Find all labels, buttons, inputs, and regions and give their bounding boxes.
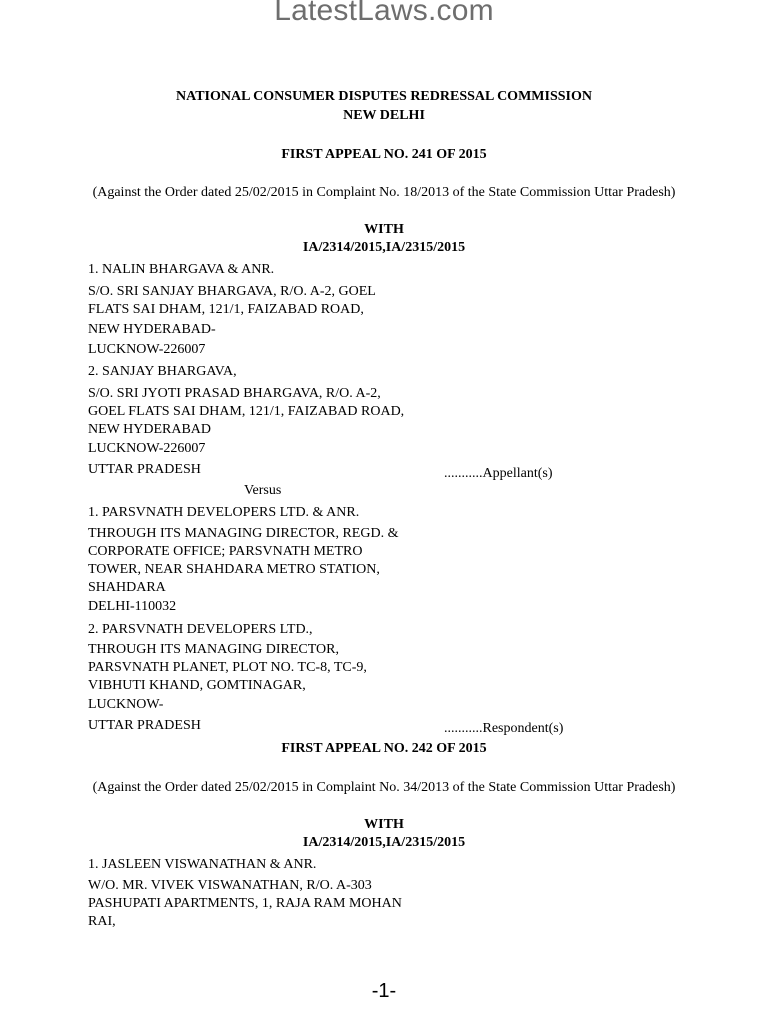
- appellant-label: ...........Appellant(s): [444, 466, 553, 481]
- page-number: -1-: [371, 980, 397, 1002]
- appeal-1-with: WITH: [364, 222, 404, 237]
- respondent-1-pin: DELHI-110032: [88, 599, 177, 614]
- appeal-1-ia: IA/2314/2015,IA/2315/2015: [302, 240, 466, 255]
- respondent-2-name: 2. PARSVNATH DEVELOPERS LTD.,: [88, 622, 313, 637]
- commission-name: NATIONAL CONSUMER DISPUTES REDRESSAL COMMISSION: [176, 89, 592, 104]
- watermark: LatestLaws.com: [274, 0, 494, 27]
- respondent-2-address: THROUGH ITS MANAGING DIRECTOR, PARSVNATH PLANET, PLOT NO. TC-8, TC-9, VIBHUTI KHAND, GOMTINAGAR,: [88, 642, 367, 693]
- appeal-2-title: FIRST APPEAL NO. 242 OF 2015: [281, 741, 487, 756]
- appellant-2-pin: LUCKNOW-226007: [88, 441, 206, 456]
- respondent-1-address: THROUGH ITS MANAGING DIRECTOR, REGD. & CORPORATE OFFICE; PARSVNATH METRO TOWER, NEAR SHAHDARA METRO STATION, SHAHDARA: [88, 526, 399, 595]
- appellant-1-address: S/O. SRI SANJAY BHARGAVA, R/O. A-2, GOEL FLATS SAI DHAM, 121/1, FAIZABAD ROAD,: [88, 284, 376, 317]
- appellant-2-name: 2. SANJAY BHARGAVA,: [88, 364, 237, 379]
- respondent-state: UTTAR PRADESH: [88, 718, 201, 733]
- respondent-label: ...........Respondent(s): [444, 721, 564, 736]
- appellant-1-pin: LUCKNOW-226007: [88, 342, 206, 357]
- commission-place: NEW DELHI: [343, 108, 425, 123]
- appellant-1-city: NEW HYDERABAD-: [88, 322, 216, 337]
- appeal-2-ia: IA/2314/2015,IA/2315/2015: [302, 835, 466, 850]
- appeal-1-order: (Against the Order dated 25/02/2015 in Complaint No. 18/2013 of the State Commission Uttar Pradesh): [92, 185, 676, 200]
- appeal-2-appellant-1-name: 1. JASLEEN VISWANATHAN & ANR.: [88, 857, 317, 872]
- appeal-2-order: (Against the Order dated 25/02/2015 in Complaint No. 34/2013 of the State Commission Uttar Pradesh): [92, 780, 676, 795]
- appeal-2-with: WITH: [364, 817, 404, 832]
- appellant-1-name: 1. NALIN BHARGAVA & ANR.: [88, 262, 275, 277]
- appellant-state: UTTAR PRADESH: [88, 462, 201, 477]
- versus-label: Versus: [244, 483, 282, 498]
- respondent-2-city: LUCKNOW-: [88, 697, 164, 712]
- appeal-1-title: FIRST APPEAL NO. 241 OF 2015: [281, 147, 487, 162]
- appellant-2-address: S/O. SRI JYOTI PRASAD BHARGAVA, R/O. A-2, GOEL FLATS SAI DHAM, 121/1, FAIZABAD ROAD, NEW HYDERABAD: [88, 386, 405, 437]
- appeal-2-appellant-1-address: W/O. MR. VIVEK VISWANATHAN, R/O. A-303 PASHUPATI APARTMENTS, 1, RAJA RAM MOHAN RAI,: [88, 878, 402, 929]
- respondent-1-name: 1. PARSVNATH DEVELOPERS LTD. & ANR.: [88, 505, 360, 520]
